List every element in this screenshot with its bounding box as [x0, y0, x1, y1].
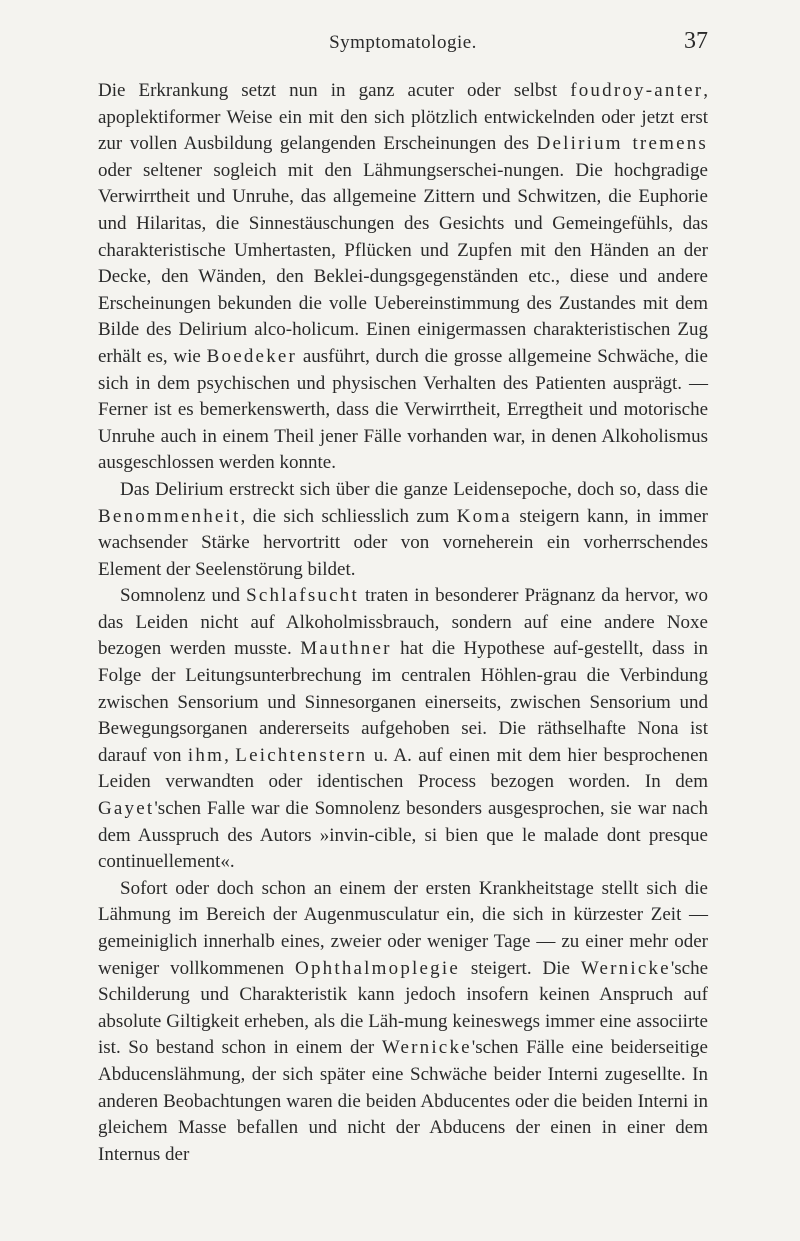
emphasized-name: Koma — [456, 505, 512, 527]
text-run: 'sche Schilderung und Charakteristik kann jedoch insofern keinen Anspruch auf absolute Giltigkeit erheben, als die Läh-mung keineswegs immer eine associirte ist. So bestand schon in einem der — [98, 957, 708, 1059]
page-number: 37 — [684, 28, 708, 54]
text-run: traten in besonderer Prägnanz da hervor, wo das Leiden nicht auf Alkoholmissbrauch, sondern auf eine andere Noxe bezogen werden musste. — [98, 585, 708, 660]
emphasized-name: ihm — [187, 744, 225, 766]
emphasized-name: Schlafsucht — [246, 585, 359, 607]
text-run: ausführt, durch die grosse allgemeine Schwäche, die sich in dem psychischen und physischen Verhalten des Patienten ausprägt. — Ferner ist es bemerkenswerth, dass die Verwirrtheit, Erregtheit und motorische Unruhe auch in einem Theil jener Fälle vorhanden war, in denen Alkoholismus ausgeschlossen werden konnte. — [98, 345, 708, 474]
paragraph — [98, 78, 708, 477]
text-run: Sofort oder doch schon an einem der ersten Krankheitstage stellt sich die Lähmung im Bereich der Augenmusculatur ein, die sich in kürzester Zeit — gemeiniglich innerhalb eines, zweier oder weniger Tage — zu einer mehr oder weniger vollkommenen — [98, 877, 708, 979]
text-run: Die Erkrankung setzt nun in ganz acuter oder selbst — [98, 80, 571, 101]
emphasized-name: Delirium tremens — [536, 133, 708, 155]
emphasized-name: Benommenheit — [98, 505, 241, 527]
text-run: hat die Hypothese auf-gestellt, dass in Folge der Leitungsunterbrechung im centralen Höhlen-grau die Verbindung zwischen Sensorium und Sinnesorganen einerseits, zwischen Sensorium und Bewegungsorganen andererseits aufgehoben sei. Die räthselhafte Nona ist darauf von — [98, 638, 708, 766]
text-run: 'schen Falle war die Somnolenz besonders ausgesprochen, sie war nach dem Ausspruch des Autors »invin-cible, si bien que le malade dont presque continuellement«. — [98, 798, 708, 873]
body-text — [98, 78, 708, 1168]
text-run: , apoplektiformer Weise ein mit den sich plötzlich entwickelnden oder jetzt erst zur vollen Ausbildung gelangenden Erscheinungen des — [98, 80, 708, 155]
text-run: u. A. auf einen mit dem hier besprochenen Leiden verwandten oder identischen Process bezogen worden. In dem — [98, 744, 708, 793]
emphasized-name: Wernicke — [580, 957, 671, 979]
emphasized-name: Gayet — [98, 798, 155, 820]
text-run: steigern kann, in immer wachsender Stärke hervortritt oder von vorneherein ein vorherrschendes Element der Seelenstörung bildet. — [98, 505, 708, 580]
text-run: Das Delirium erstreckt sich über die ganze Leidensepoche, doch so, dass die — [120, 478, 708, 500]
text-run: , die sich schliesslich zum — [240, 505, 457, 527]
text-run: Somnolenz und — [120, 585, 247, 607]
running-head: Symptomatologie. — [329, 32, 477, 53]
text-run: 'schen Fälle eine beiderseitige Abducenslähmung, der sich später eine Schwäche beider Interni zugesellte. In anderen Beobachtungen waren die beiden Abducentes oder die beiden Interni in gleichem Masse befallen und nicht der Abducens der einen in einer dem Internus der — [98, 1037, 708, 1165]
text-run: oder seltener sogleich mit den Lähmungserschei-nungen. Die hochgradige Verwirrtheit und Unruhe, das allgemeine Zittern und Schwitzen, die Euphorie und Hilaritas, die Sinnestäuschungen des Gesichts und Gemeingefühls, das charakteristische Umhertasten, Pflücken und Zupfen mit den Händen an der Decke, den Wänden, den Beklei-dungsgegenständen etc., diese und andere Erscheinungen bekunden die volle Uebereinstimmung des Zustandes mit dem Bilde des Delirium alco-holicum. Einen einigermassen charakteristischen Zug erhält es, wie — [98, 159, 708, 367]
emphasized-name: Mauthner — [300, 638, 392, 660]
emphasized-name: Wernicke — [381, 1037, 472, 1059]
text-run: steigert. Die — [459, 957, 581, 979]
emphasized-name: Ophthalmoplegie — [295, 957, 460, 979]
emphasized-name: foudroy-anter — [570, 80, 704, 101]
paragraph — [98, 583, 708, 876]
text-run: , — [224, 744, 236, 766]
paragraph — [98, 876, 708, 1169]
page-header — [98, 28, 708, 62]
paragraph — [98, 477, 708, 583]
emphasized-name: Boedeker — [206, 345, 298, 367]
emphasized-name: Leichtenstern — [235, 744, 368, 766]
